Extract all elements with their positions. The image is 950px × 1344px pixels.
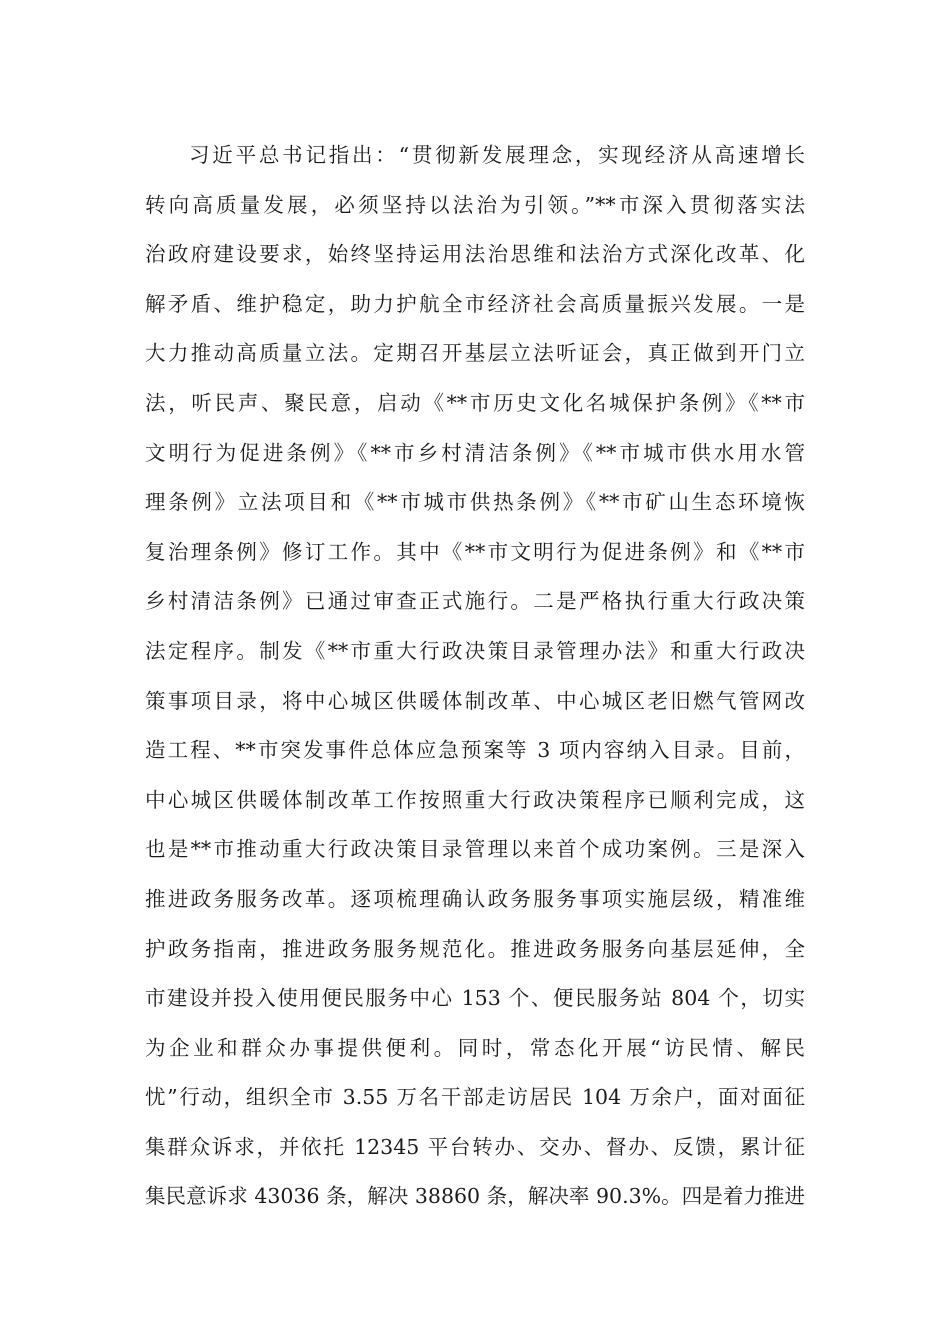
text-line: 护政务指南，推进政务服务规范化。推进政务服务向基层延伸，全 (145, 936, 805, 961)
text-line: 策事项目录，将中心城区供暖体制改革、中心城区老旧燃气管网改 (145, 688, 805, 713)
text-line: 市建设并投入使用便民服务中心 153 个、便民服务站 804 个，切实 (145, 986, 805, 1011)
text-line: 习近平总书记指出：“贯彻新发展理念，实现经济从高速增长 (189, 143, 805, 167)
text-line: 文明行为促进条例》《**市乡村清洁条例》《**市城市供水用水管 (145, 440, 805, 465)
text-line: 大力推动高质量立法。定期召开基层立法听证会，真正做到开门立 (145, 341, 805, 366)
text-line: 造工程、**市突发事件总体应急预案等 3 项内容纳入目录。目前， (145, 738, 805, 763)
text-line: 法，听民声、聚民意，启动《**市历史文化名城保护条例》《**市 (145, 390, 805, 415)
text-line: 中心城区供暖体制改革工作按照重大行政决策程序已顺利完成，这 (145, 787, 805, 812)
text-line: 治政府建设要求，始终坚持运用法治思维和法治方式深化改革、化 (145, 242, 805, 267)
text-line: 解矛盾、维护稳定，助力护航全市经济社会高质量振兴发展。一是 (145, 291, 805, 316)
text-line: 忧”行动，组织全市 3.55 万名干部走访居民 104 万余户，面对面征 (145, 1085, 805, 1110)
text-line: 法定程序。制发《**市重大行政决策目录管理办法》和重大行政决 (145, 638, 805, 663)
text-line: 复治理条例》修订工作。其中《**市文明行为促进条例》和《**市 (145, 539, 805, 564)
text-line: 推进政务服务改革。逐项梳理确认政务服务事项实施层级，精准维 (145, 886, 805, 911)
text-line: 也是**市推动重大行政决策目录管理以来首个成功案例。三是深入 (145, 837, 805, 862)
text-line: 集群众诉求，并依托 12345 平台转办、交办、督办、反馈，累计征 (145, 1134, 805, 1159)
text-line: 乡村清洁条例》已通过审查正式施行。二是严格执行重大行政决策 (145, 589, 805, 614)
text-line: 集民意诉求 43036 条，解决 38860 条，解决率 90.3%。四是着力推进 (145, 1184, 805, 1209)
body-paragraph (145, 131, 805, 1222)
text-line: 转向高质量发展，必须坚持以法治为引领。”**市深入贯彻落实法 (145, 192, 805, 217)
text-line: 理条例》立法项目和《**市城市供热条例》《**市矿山生态环境恢 (145, 490, 805, 515)
text-line: 为企业和群众办事提供便利。同时，常态化开展“访民情、解民 (145, 1035, 805, 1060)
